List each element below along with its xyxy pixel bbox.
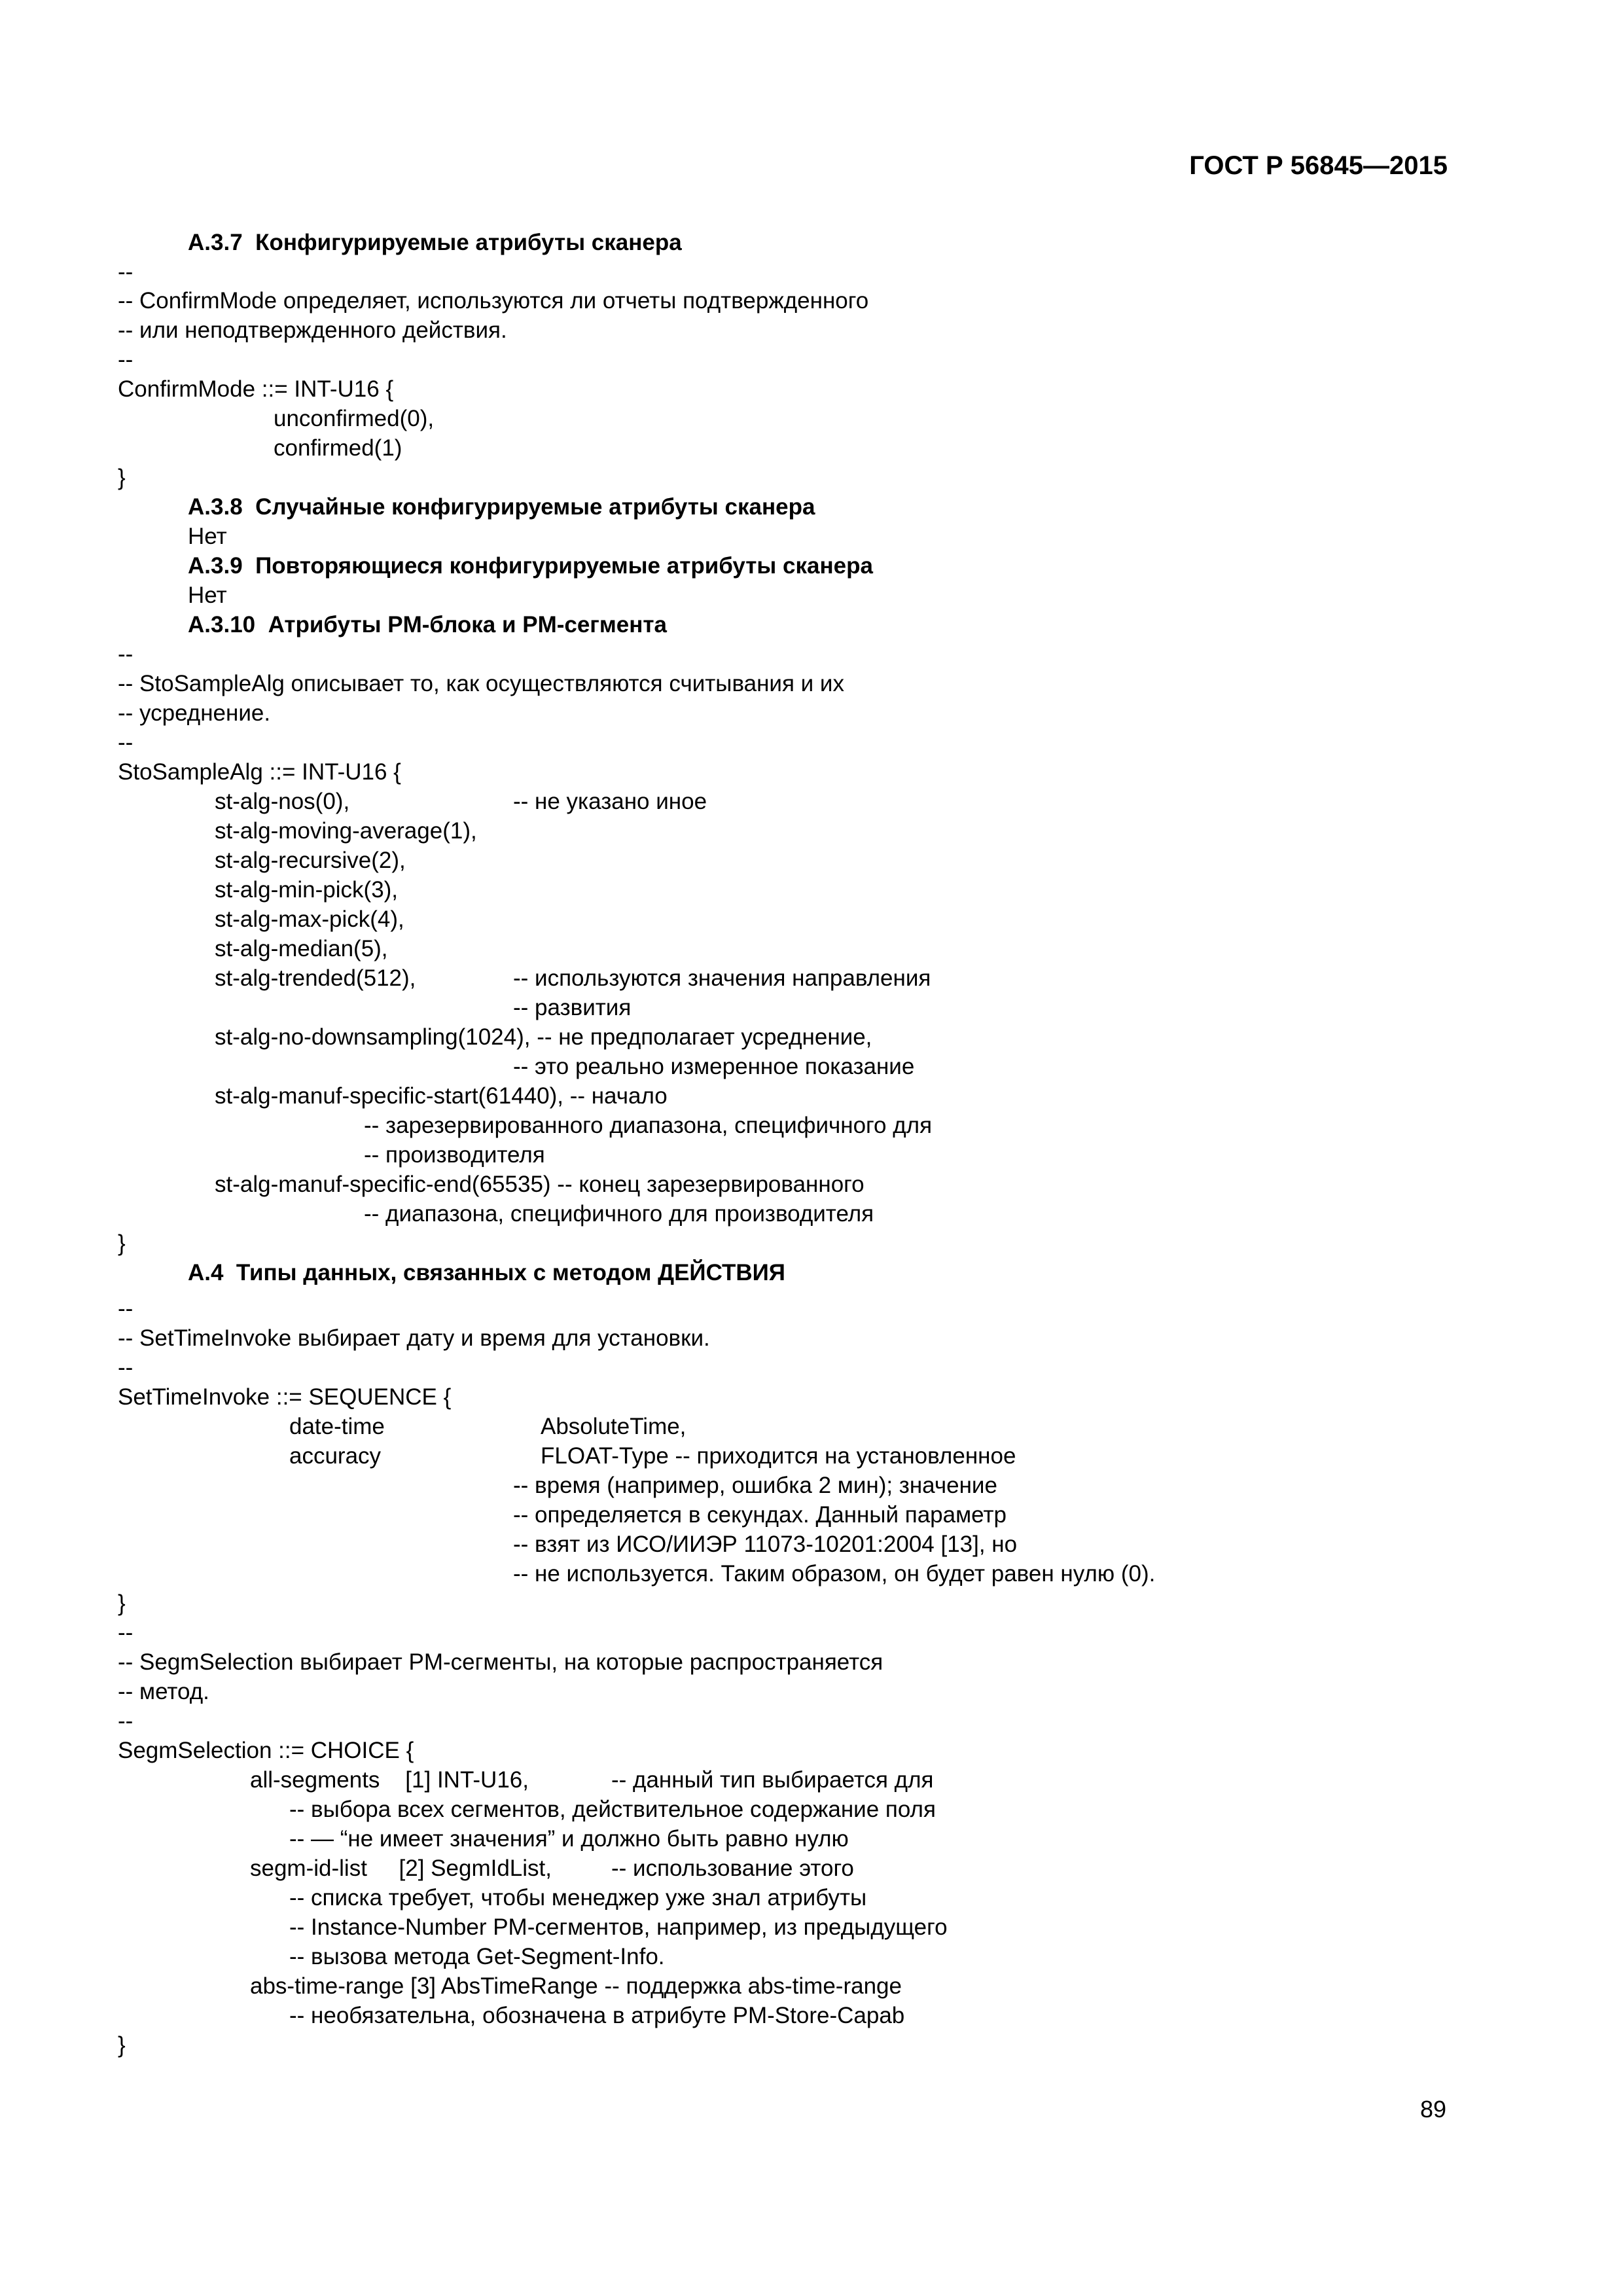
- text-line: -- SegmSelection выбирает PM-сегменты, на которые распространяется: [118, 1649, 883, 1675]
- text-line: -- производителя: [364, 1142, 545, 1168]
- text-line: st-alg-max-pick(4),: [215, 906, 404, 932]
- text-line: st-alg-median(5),: [215, 936, 388, 961]
- text-line: st-alg-trended(512),: [215, 965, 416, 991]
- text-line: -- не используется. Таким образом, он будет равен нулю (0).: [513, 1561, 1156, 1587]
- text-line: --: [118, 641, 134, 667]
- text-line: accuracy: [289, 1443, 382, 1469]
- text-line: -- диапазона, специфичного для производителя: [364, 1201, 874, 1227]
- text-line: unconfirmed(0),: [274, 406, 435, 431]
- text-line: segm-id-list [2] SegmIdList,: [250, 1856, 552, 1881]
- text-line: --: [118, 1708, 134, 1734]
- text-line: -- StoSampleAlg описывает то, как осуществляются считывания и их: [118, 671, 844, 696]
- text-line: st-alg-manuf-specific-end(65535) -- конец зарезервированного: [215, 1172, 865, 1197]
- section-heading: А.3.10 Атрибуты PM-блока и PM-сегмента: [188, 612, 667, 637]
- text-line: -- метод.: [118, 1679, 209, 1704]
- document-header: ГОСТ Р 56845—2015: [1189, 151, 1448, 180]
- text-line: -- не указано иное: [513, 789, 707, 814]
- text-line: -- зарезервированного диапазона, специфичного для: [364, 1113, 933, 1138]
- text-line: -- — “не имеет значения” и должно быть равно нулю: [289, 1826, 849, 1852]
- text-line: st-alg-moving-average(1),: [215, 818, 477, 844]
- text-line: -- использование этого: [611, 1856, 854, 1881]
- text-line: -- развития: [513, 995, 632, 1020]
- text-line: --: [118, 347, 134, 372]
- text-line: }: [118, 1590, 126, 1616]
- text-line: -- SetTimeInvoke выбирает дату и время для установки.: [118, 1325, 710, 1351]
- text-line: -- Instance-Number PM-сегментов, например, из предыдущего: [289, 1914, 948, 1940]
- text-line: -- взят из ИСО/ИИЭР 11073-10201:2004 [13], но: [513, 1532, 1018, 1557]
- text-line: -- время (например, ошибка 2 мин); значение: [513, 1473, 997, 1498]
- text-line: -- определяется в секундах. Данный параметр: [513, 1502, 1007, 1528]
- text-line: --: [118, 259, 134, 285]
- text-line: -- это реально измеренное показание: [513, 1054, 915, 1079]
- text-line: }: [118, 2032, 126, 2058]
- text-line: date-time: [289, 1414, 385, 1439]
- text-line: st-alg-nos(0),: [215, 789, 350, 814]
- text-line: }: [118, 1230, 126, 1256]
- text-line: st-alg-no-downsampling(1024), -- не предполагает усреднение,: [215, 1024, 872, 1050]
- text-line: --: [118, 730, 134, 755]
- text-line: Нет: [188, 583, 227, 608]
- text-line: FLOAT-Type -- приходится на установленное: [541, 1443, 1016, 1469]
- section-heading: А.3.8 Случайные конфигурируемые атрибуты сканера: [188, 494, 815, 520]
- text-line: st-alg-recursive(2),: [215, 848, 406, 873]
- text-line: -- или неподтвержденного действия.: [118, 317, 507, 343]
- text-line: abs-time-range [3] AbsTimeRange -- поддержка abs-time-range: [250, 1973, 902, 1999]
- text-line: st-alg-manuf-specific-start(61440), -- начало: [215, 1083, 668, 1109]
- text-line: --: [118, 1620, 134, 1645]
- text-line: -- используются значения направления: [513, 965, 931, 991]
- text-line: -- списка требует, чтобы менеджер уже знал атрибуты: [289, 1885, 867, 1910]
- text-line: SegmSelection ::= CHOICE {: [118, 1738, 414, 1763]
- text-line: -- выбора всех сегментов, действительное содержание поля: [289, 1797, 936, 1822]
- text-line: AbsoluteTime,: [541, 1414, 687, 1439]
- section-heading: А.4 Типы данных, связанных с методом ДЕЙСТВИЯ: [188, 1260, 785, 1285]
- text-line: -- необязательна, обозначена в атрибуте PM-Store-Capab: [289, 2003, 905, 2028]
- text-line: st-alg-min-pick(3),: [215, 877, 399, 903]
- text-line: StoSampleAlg ::= INT-U16 {: [118, 759, 401, 785]
- text-line: -- вызова метода Get-Segment-Info.: [289, 1944, 665, 1969]
- text-line: ConfirmMode ::= INT-U16 {: [118, 376, 394, 402]
- text-line: }: [118, 465, 126, 490]
- section-heading: А.3.7 Конфигурируемые атрибуты сканера: [188, 230, 682, 255]
- text-line: --: [118, 1296, 134, 1321]
- text-line: SetTimeInvoke ::= SEQUENCE {: [118, 1384, 452, 1410]
- text-line: -- ConfirmMode определяет, используются ли отчеты подтвержденного: [118, 288, 869, 314]
- page-number: 89: [1419, 2096, 1446, 2123]
- text-line: confirmed(1): [274, 435, 402, 461]
- text-line: -- усреднение.: [118, 700, 271, 726]
- text-line: Нет: [188, 524, 227, 549]
- text-line: -- данный тип выбирается для: [611, 1767, 934, 1793]
- text-line: all-segments [1] INT-U16,: [250, 1767, 529, 1793]
- section-heading: А.3.9 Повторяющиеся конфигурируемые атрибуты сканера: [188, 553, 873, 579]
- text-line: --: [118, 1355, 134, 1380]
